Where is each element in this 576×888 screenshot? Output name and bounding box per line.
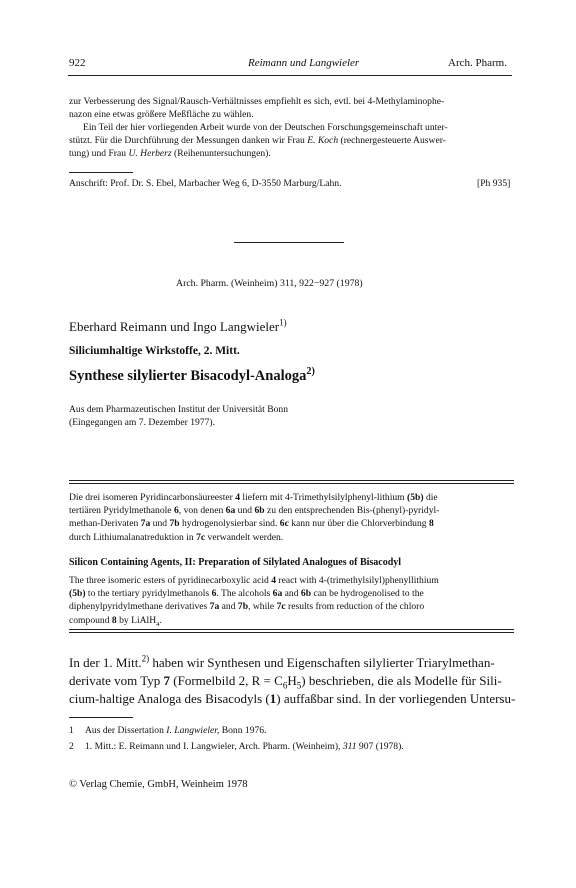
reference-code: [Ph 935] xyxy=(477,178,511,189)
abstract-de-line3: methan-Derivaten 7a und 7b hydrogenolysierbar sind. 6c kann nur über die Chlorverbindung 8 xyxy=(69,518,434,530)
prev-para1-line1: zur Verbesserung des Signal/Rausch-Verhältnisses empfiehlt es sich, evtl. bei 4-Methylaminophe- xyxy=(69,96,445,107)
authors-footnote-ref: 1) xyxy=(279,317,287,328)
abstract-english xyxy=(69,574,519,627)
authors: Eberhard Reimann und Ingo Langwieler$^{1)}$ xyxy=(69,317,287,334)
page-number: 922 xyxy=(69,57,86,69)
abstract-de-line2: tertiären Pyridylmethanole 6, von denen 6a und 6b zu den entsprechenden Bis-(phenyl)-pyridyl- xyxy=(69,505,440,517)
footnote-1: 1 Aus der Dissertation I. Langwieler, Bonn 1976. xyxy=(69,725,267,736)
abstract-en-line4: compound 8 by LiAlH$_4$. xyxy=(69,614,162,628)
institution: Aus dem Pharmazeutischen Institut der Universität Bonn xyxy=(69,404,289,415)
prev-para1-line2: nazon eine etwas größere Meßfläche zu wählen. xyxy=(69,109,254,120)
intro-line2: derivate vom Typ 7 (Formelbild 2, $R = C_6H_5$) beschrieben, die als Modelle für Sili- xyxy=(69,673,502,691)
article-separator xyxy=(234,242,344,243)
abstract-en-line1: The three isomeric esters of pyridinecarboxylic acid 4 react with 4-(trimethylsilyl)phenyllithium xyxy=(69,575,439,586)
abstract-english-title: Silicon Containing Agents, II: Preparation of Silylated Analogues of Bisacodyl xyxy=(69,557,402,568)
prev-para2-line2: stützt. Für die Durchführung der Messungen danken wir Frau E. Koch (rechnergesteuerte Auswer- xyxy=(69,135,446,146)
intro-line1: In der 1. Mitt.$^{2)}$ haben wir Synthesen und Eigenschaften silylierter Triarylmethan- xyxy=(69,653,495,670)
abstract-en-line2: (5b) to the tertiary pyridylmethanols 6. The alcohols 6a and 6b can be hydrogenolised to the xyxy=(69,588,424,600)
received-date: (Eingegangen am 7. Dezember 1977). xyxy=(69,417,215,428)
abstract-de-line1: Die drei isomeren Pyridincarbonsäureester 4 liefern mit 4-Trimethylsilylphenyl-lithium (5b) die xyxy=(69,492,438,503)
copyright: © Verlag Chemie, GmbH, Weinheim 1978 xyxy=(69,779,248,790)
prev-para2-line3: tung) und Frau U. Herberz (Reihenuntersuchungen). xyxy=(69,148,271,159)
abstract-top-rule xyxy=(69,480,514,481)
intro-line3: cium-haltige Analoga des Bisacodyls (1) auffaßbar sind. In der vorliegenden Untersu- xyxy=(69,691,516,706)
footnote-2: 2 1. Mitt.: E. Reimann und I. Langwieler, Arch. Pharm. (Weinheim), 311 907 (1978). xyxy=(69,741,404,752)
journal-name: Arch. Pharm. xyxy=(448,57,507,69)
abstract-top-rule-2 xyxy=(69,483,514,484)
author-address: Anschrift: Prof. Dr. S. Ebel, Marbacher Weg 6, D-3550 Marburg/Lahn. xyxy=(69,178,342,189)
abstract-bottom-rule xyxy=(69,629,514,630)
title-footnote-ref: 2) xyxy=(306,366,315,378)
footnotes xyxy=(69,724,519,753)
article-title: Synthese silylierter Bisacodyl-Analoga$^{2)}$ xyxy=(69,366,315,384)
prev-article-text xyxy=(69,95,519,160)
series-title: Siliciumhaltige Wirkstoffe, 2. Mitt. xyxy=(69,345,240,357)
intro-paragraph xyxy=(69,654,529,708)
running-title: Reimann und Langwieler xyxy=(248,57,360,69)
abstract-bottom-rule-2 xyxy=(69,632,514,633)
address-rule xyxy=(69,172,133,173)
header-rule xyxy=(68,75,512,76)
institution-block xyxy=(69,403,288,429)
prev-para2-line1: Ein Teil der hier vorliegenden Arbeit wurde von der Deutschen Forschungsgemeinschaft unter- xyxy=(83,122,448,133)
citation-line: Arch. Pharm. (Weinheim) 311, 922−927 (1978) xyxy=(176,278,363,289)
footnote-rule xyxy=(69,717,133,718)
abstract-german xyxy=(69,491,519,544)
abstract-en-line3: diphenylpyridylmethane derivatives 7a and 7b, while 7c results from reduction of the chloro xyxy=(69,601,425,613)
abstract-de-line4: durch Lithiumalanatreduktion in 7c verwandelt werden. xyxy=(69,531,284,543)
